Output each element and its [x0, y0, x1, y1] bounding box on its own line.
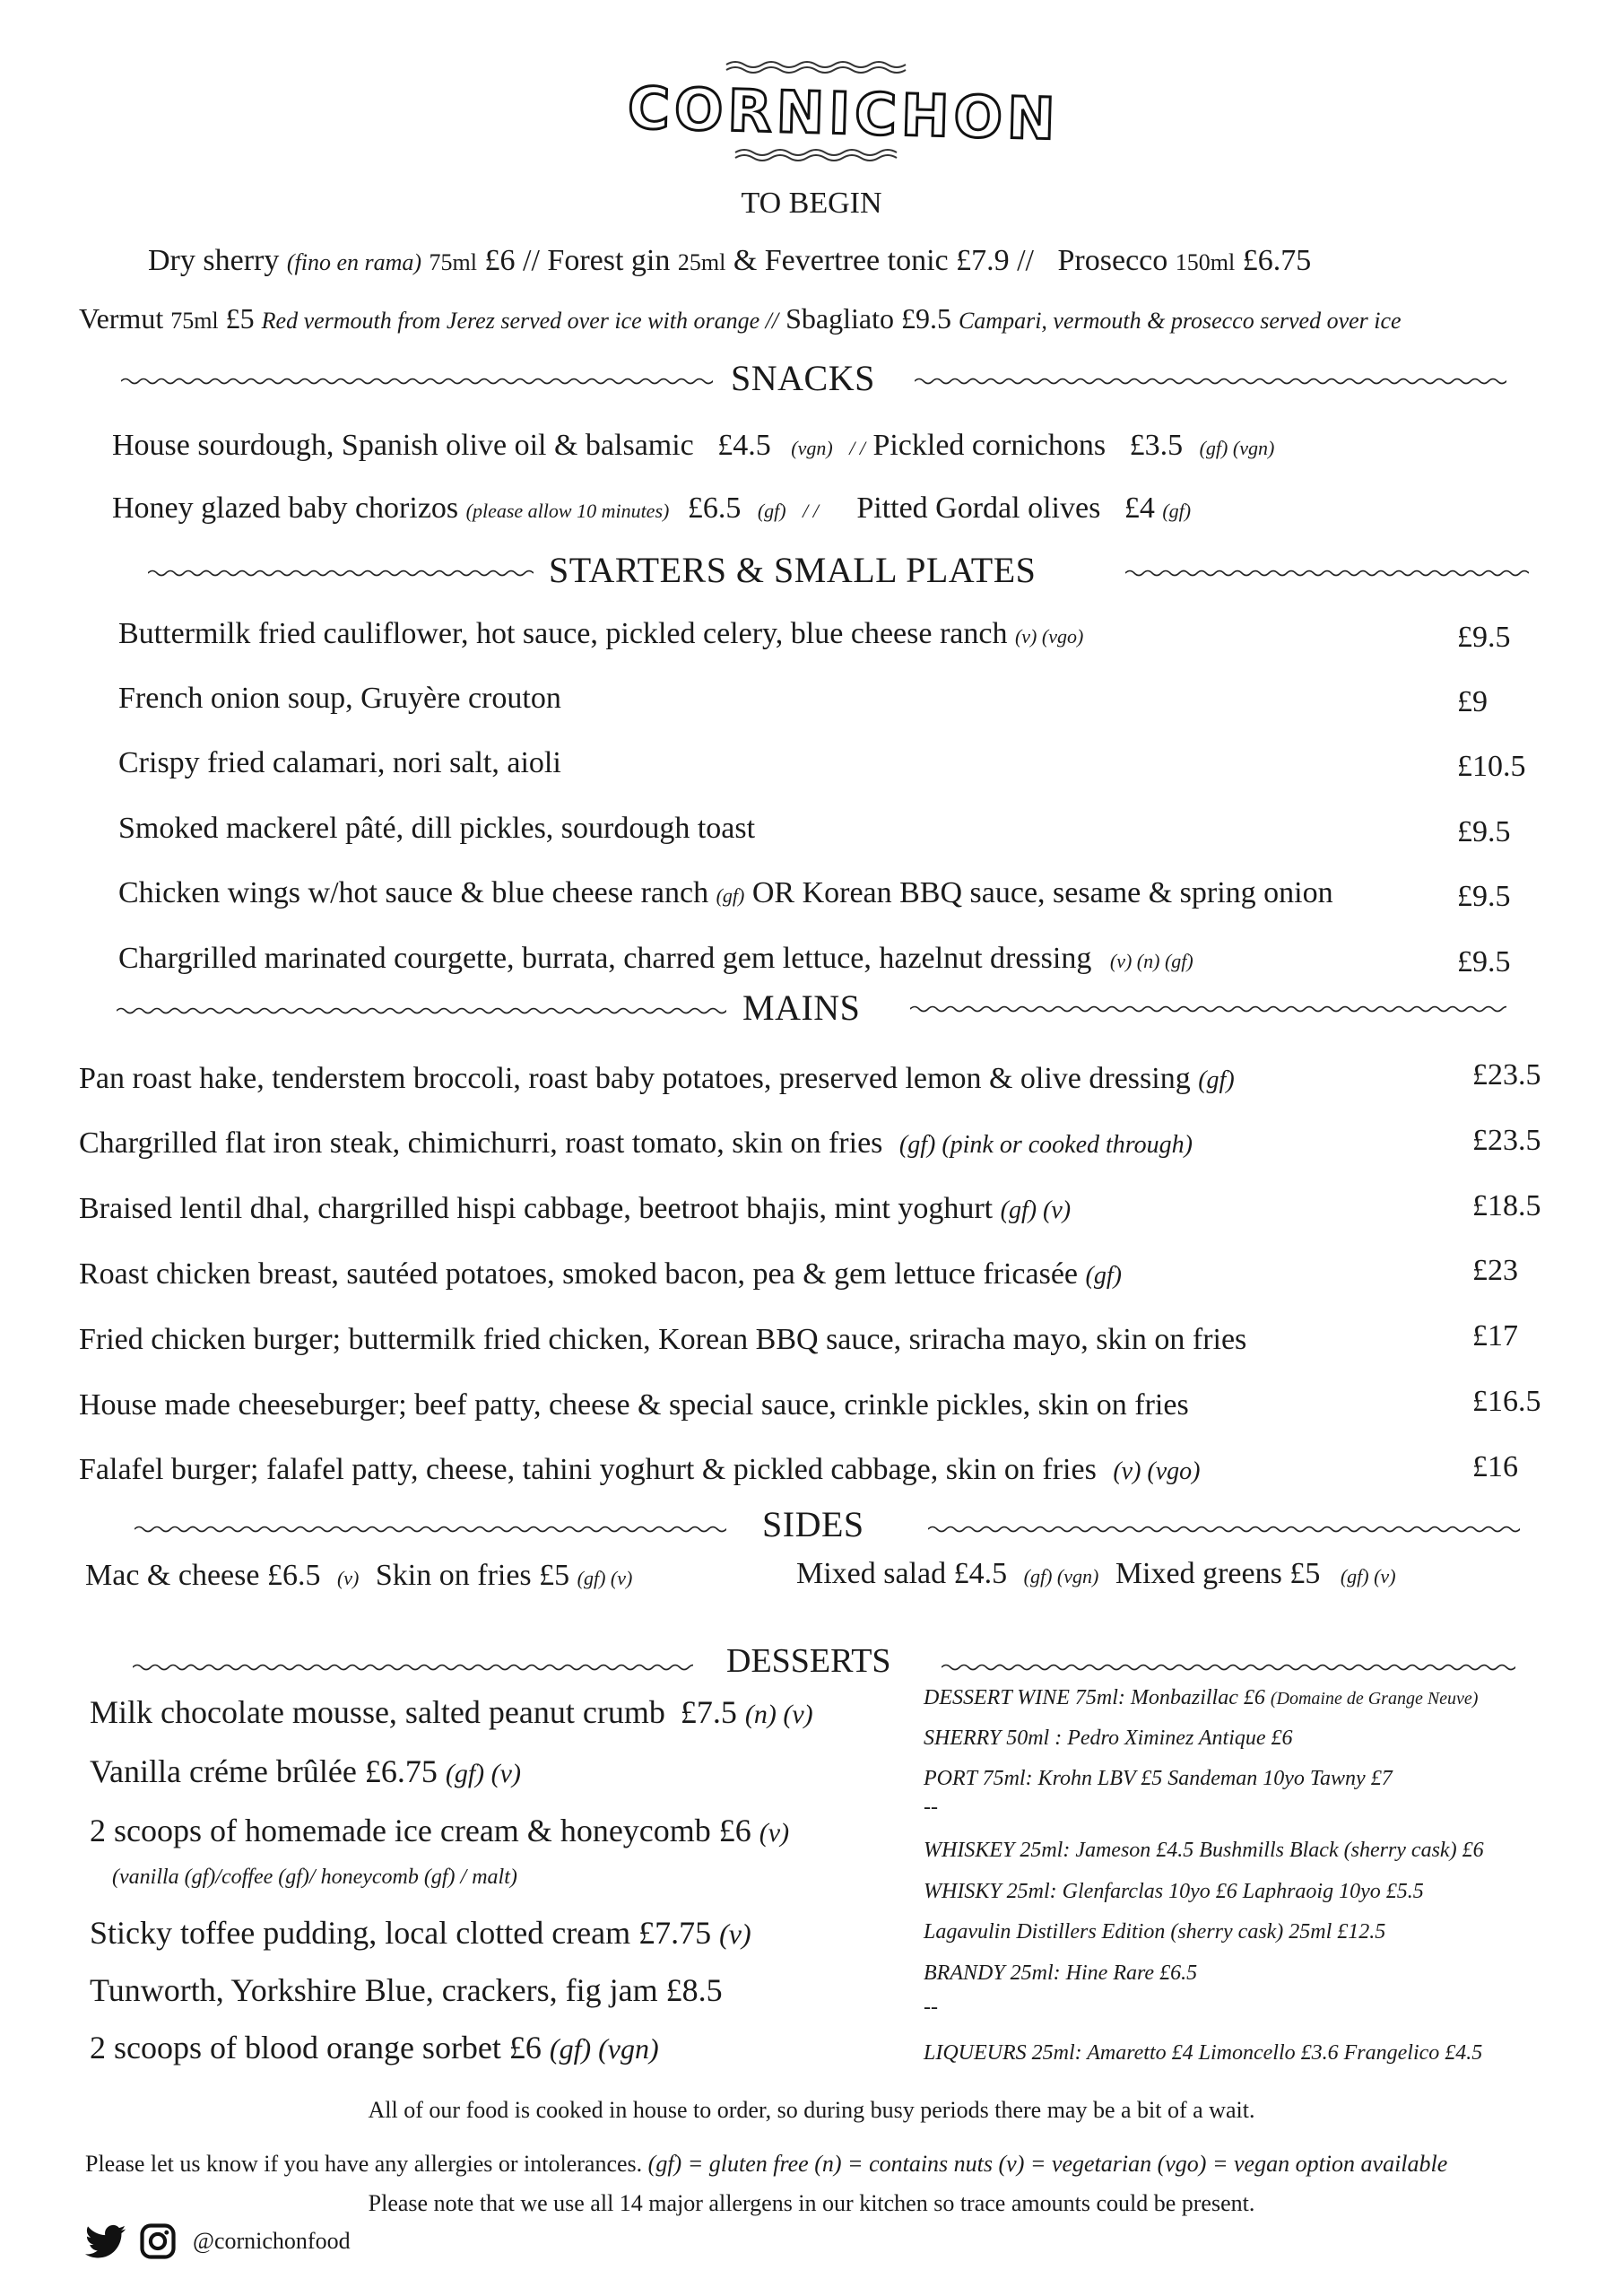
list-item: [79, 1126, 1193, 1161]
main-name: Braised lentil dhal, chargrilled hispi cabbage, beetroot bhajis, mint yoghurt: [79, 1192, 994, 1225]
wave-divider: [1125, 567, 1529, 579]
starter-name-alt: OR Korean BBQ sauce, sesame & spring onion: [751, 876, 1333, 909]
dessert-name: Milk chocolate mousse, salted peanut crumb: [90, 1694, 665, 1730]
snack-price: £4: [1124, 491, 1155, 525]
snacks-title: SNACKS: [731, 358, 875, 398]
snack-price: £3.5: [1129, 429, 1184, 462]
wave-divider: [121, 375, 713, 387]
starter-tags: (v) (vgo): [1014, 625, 1084, 648]
prosecco-price: £6.75: [1242, 244, 1312, 277]
drinks-line: --: [924, 1796, 938, 1819]
starter-tags: (v) (n) (gf): [1109, 950, 1193, 972]
dessert-name: 2 scoops of homemade ice cream & honeycomb: [90, 1813, 711, 1848]
snack-price: £6.5: [687, 491, 742, 525]
main-name: Fried chicken burger; buttermilk fried chicken, Korean BBQ sauce, sriracha mayo, skin on fries: [79, 1323, 1247, 1356]
to-begin-line2: [79, 302, 1402, 335]
main-price: £23: [1472, 1254, 1518, 1287]
main-name: Pan roast hake, tenderstem broccoli, roast baby potatoes, preserved lemon & olive dressing: [79, 1062, 1191, 1095]
starter-name: Chicken wings w/hot sauce & blue cheese ranch: [118, 876, 709, 909]
footer-allergy-line: [85, 2151, 1447, 2178]
starter-name: Buttermilk fried cauliflower, hot sauce, pickled celery, blue cheese ranch: [118, 617, 1008, 650]
main-name: Roast chicken breast, sautéed potatoes, smoked bacon, pea & gem lettuce fricasée: [79, 1257, 1079, 1291]
footer-legend: (gf) = gluten free (n) = contains nuts (v) = vegetarian (vgo) = vegan option available: [647, 2151, 1448, 2177]
list-item: [90, 1693, 813, 1731]
snack-name: Honey glazed baby chorizos: [112, 491, 459, 525]
list-item: [79, 1388, 1189, 1422]
drinks-line: WHISKEY 25ml: Jameson £4.5 Bushmills Black (sherry cask) £6: [924, 1839, 1484, 1862]
dessert-price: £6.75: [364, 1753, 438, 1789]
wave-divider: [135, 1523, 726, 1535]
dessert-name: Tunworth, Yorkshire Blue, crackers, fig jam: [90, 1972, 658, 2008]
vermut-size: 75ml: [170, 308, 219, 334]
dessert-tags: (v): [759, 1818, 790, 1848]
main-tags: (gf) (v): [1000, 1196, 1072, 1224]
side-price: £4.5: [953, 1557, 1008, 1590]
list-item: [118, 682, 561, 716]
starter-price: £9.5: [1457, 621, 1511, 654]
twitter-icon[interactable]: [85, 2224, 126, 2265]
starter-name: Crispy fried calamari, nori salt, aioli: [118, 746, 561, 779]
list-item: [90, 1914, 751, 1952]
list-item: [90, 1971, 723, 2009]
snack-tags: (vgn): [791, 437, 833, 459]
list-item: [118, 617, 1083, 651]
main-price: £16: [1472, 1450, 1518, 1483]
main-price: £16.5: [1472, 1385, 1541, 1418]
dessert-price: £6: [718, 1813, 751, 1848]
main-price: £17: [1472, 1319, 1518, 1352]
list-item: [118, 942, 1193, 976]
snack-name: House sourdough, Spanish olive oil & balsamic: [112, 429, 694, 462]
starter-price: £9: [1457, 685, 1488, 718]
starter-price: £9.5: [1457, 815, 1511, 848]
drinks-line: --: [924, 1996, 938, 2019]
dessert-tags: (v): [719, 1918, 751, 1950]
gin-name: Forest gin: [547, 244, 671, 277]
starter-tags: (gf): [716, 884, 745, 907]
footer-note-wait: All of our food is cooked in house to order, so during busy periods there may be a bit of a wait.: [368, 2097, 1255, 2123]
main-price: £23.5: [1472, 1124, 1541, 1157]
footer-allergens-note: Please note that we use all 14 major allergens in our kitchen so trace amounts could be present.: [368, 2190, 1255, 2216]
prosecco-size: 150ml: [1175, 249, 1236, 275]
snack-name: Pickled cornichons: [872, 429, 1107, 462]
starter-price: £10.5: [1457, 750, 1526, 783]
side-price: £5: [539, 1559, 570, 1592]
main-name: House made cheeseburger; beef patty, cheese & special sauce, crinkle pickles, skin on fries: [79, 1388, 1189, 1422]
side-name: Skin on fries: [375, 1559, 532, 1592]
mains-title: MAINS: [742, 987, 861, 1028]
dessert-tags: (gf) (v): [445, 1759, 521, 1788]
dessert-name: Vanilla créme brûlée: [90, 1753, 357, 1789]
sbagliato-note: Campari, vermouth & prosecco served over ice: [958, 308, 1402, 334]
snack-name: Pitted Gordal olives: [856, 491, 1101, 525]
side-price: £5: [1289, 1557, 1321, 1590]
sbagliato-name: Sbagliato: [785, 302, 894, 335]
sherry-name: Dry sherry: [148, 244, 280, 277]
footer-allergy-text: Please let us know if you have any allergies or intolerances.: [85, 2151, 643, 2177]
sides-row-right: [796, 1557, 1396, 1591]
brand-name: CORNICHON: [627, 75, 1061, 153]
wave-divider: [928, 1523, 1520, 1535]
snacks-row-2: [112, 491, 1191, 526]
side-name: Mac & cheese: [85, 1559, 260, 1592]
starter-name: French onion soup, Gruyère crouton: [118, 682, 561, 715]
dessert-tags: (gf) (vgn): [549, 2032, 659, 2065]
side-tags: (gf) (v): [1340, 1565, 1396, 1587]
main-price: £23.5: [1472, 1058, 1541, 1091]
main-name: Falafel burger; falafel patty, cheese, tahini yoghurt & pickled cabbage, skin on fries: [79, 1453, 1097, 1486]
side-tags: (gf) (v): [577, 1567, 633, 1589]
list-item: [118, 812, 755, 846]
vermut-price: £5: [225, 302, 255, 335]
list-item: [79, 1192, 1071, 1226]
sides-title: SIDES: [762, 1504, 864, 1544]
wave-divider: [942, 1661, 1515, 1674]
sherry-price: £6 //: [484, 244, 540, 277]
wave-divider: [133, 1661, 693, 1674]
dessert-price: £7.5: [680, 1694, 737, 1730]
list-item: [79, 1257, 1122, 1292]
sherry-note: (fino en rama): [286, 249, 422, 275]
prosecco-name: Prosecco: [1057, 244, 1168, 277]
starter-price: £9.5: [1457, 880, 1511, 913]
snack-tags: (gf) (vgn): [1199, 437, 1275, 459]
list-item: [90, 2029, 659, 2066]
drinks-line: WHISKY 25ml: Glenfarclas 10yo £6 Laphraoig 10yo £5.5: [924, 1880, 1424, 1903]
vermut-note: Red vermouth from Jerez served over ice with orange //: [261, 308, 779, 334]
list-item: [79, 1453, 1200, 1487]
social-handle[interactable]: @cornichonfood: [193, 2228, 351, 2254]
desserts-title: DESSERTS: [726, 1642, 891, 1680]
wave-divider: [117, 1004, 726, 1017]
list-item: [118, 876, 1333, 910]
drinks-text: DESSERT WINE 75ml: Monbazillac £6: [924, 1686, 1265, 1709]
list-item: [79, 1062, 1235, 1096]
sides-row-left: [85, 1559, 632, 1593]
drinks-line: SHERRY 50ml : Pedro Ximinez Antique £6: [924, 1726, 1293, 1750]
wave-divider: [148, 567, 534, 579]
snack-price: £4.5: [717, 429, 771, 462]
drinks-note: (Domaine de Grange Neuve): [1270, 1689, 1479, 1709]
snack-note: (please allow 10 minutes): [465, 500, 670, 522]
list-item: [79, 1323, 1246, 1357]
drinks-line: Lagavulin Distillers Edition (sherry cask) 25ml £12.5: [924, 1920, 1386, 1944]
ice-cream-flavours: (vanilla (gf)/coffee (gf)/ honeycomb (gf) / malt): [112, 1866, 517, 1889]
main-tags: (gf): [1085, 1262, 1122, 1290]
main-tags: (gf): [1198, 1066, 1235, 1094]
side-tags: (v): [336, 1567, 360, 1589]
cornichon-logo: [627, 52, 1061, 169]
side-name: Mixed salad: [796, 1557, 947, 1590]
gin-price: £7.9 //: [956, 244, 1035, 277]
list-item: [118, 746, 561, 780]
snack-separator: / /: [849, 437, 865, 459]
dessert-tags: (n) (v): [744, 1700, 813, 1729]
starter-name: Chargrilled marinated courgette, burrata, charred gem lettuce, hazelnut dressing: [118, 942, 1092, 975]
drinks-line: BRANDY 25ml: Hine Rare £6.5: [924, 1961, 1198, 1985]
main-name: Chargrilled flat iron steak, chimichurri, roast tomato, skin on fries: [79, 1126, 883, 1160]
sherry-size: 75ml: [429, 249, 477, 275]
sbagliato-price: £9.5: [900, 302, 951, 335]
wave-divider: [910, 1003, 1506, 1015]
vermut-name: Vermut: [79, 302, 164, 335]
snacks-row-1: [112, 429, 1274, 463]
side-price: £6.5: [266, 1559, 321, 1592]
list-item: [90, 1752, 521, 1790]
list-item: [90, 1812, 789, 1849]
snack-separator: / /: [803, 500, 819, 522]
drinks-line: LIQUEURS 25ml: Amaretto £4 Limoncello £3.6 Frangelico £4.5: [924, 2041, 1483, 2065]
starter-name: Smoked mackerel pâté, dill pickles, sourdough toast: [118, 812, 756, 845]
gin-size: 25ml: [677, 249, 726, 275]
gin-mixer: & Fevertree tonic: [733, 244, 949, 277]
to-begin-line1: [148, 244, 1311, 278]
dessert-price: £6: [508, 2030, 542, 2066]
instagram-icon[interactable]: [139, 2222, 177, 2265]
starter-price: £9.5: [1457, 945, 1511, 978]
snack-tags: (gf): [1162, 500, 1192, 522]
side-name: Mixed greens: [1115, 1557, 1282, 1590]
dessert-name: Sticky toffee pudding, local clotted cream: [90, 1915, 631, 1951]
drinks-line: [924, 1686, 1478, 1710]
main-tags: (gf) (pink or cooked through): [898, 1131, 1193, 1159]
main-price: £18.5: [1472, 1189, 1541, 1222]
starters-title: STARTERS & SMALL PLATES: [549, 550, 1037, 590]
dessert-price: £8.5: [665, 1972, 723, 2008]
to-begin-title: TO BEGIN: [741, 187, 882, 220]
snack-tags: (gf): [757, 500, 786, 522]
main-tags: (v) (vgo): [1113, 1457, 1201, 1485]
side-tags: (gf) (vgn): [1023, 1565, 1099, 1587]
drinks-line: PORT 75ml: Krohn LBV £5 Sandeman 10yo Tawny £7: [924, 1767, 1393, 1790]
dessert-price: £7.75: [638, 1915, 712, 1951]
wave-divider: [915, 375, 1506, 387]
dessert-name: 2 scoops of blood orange sorbet: [90, 2030, 501, 2066]
